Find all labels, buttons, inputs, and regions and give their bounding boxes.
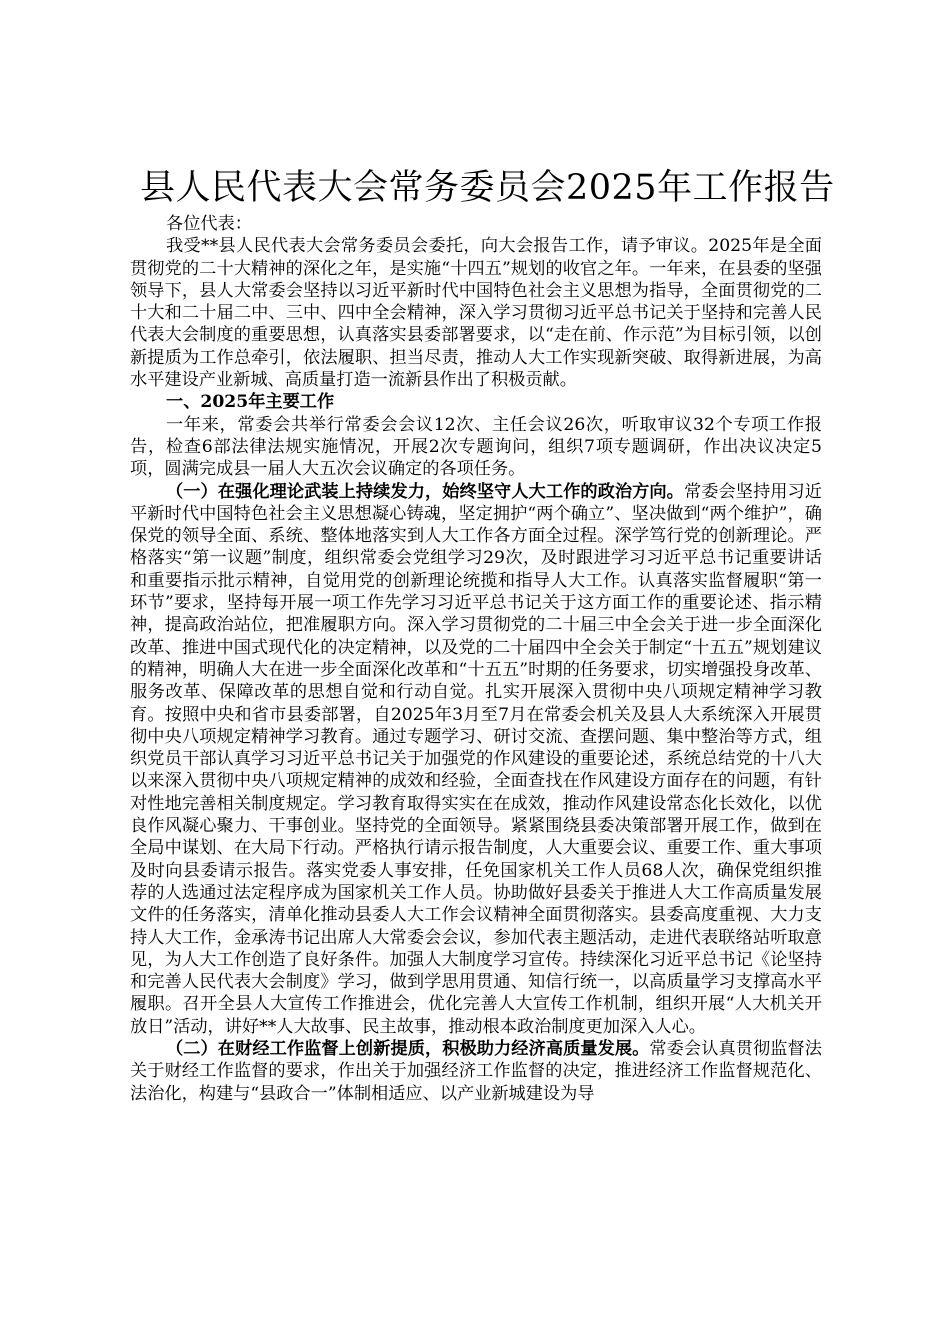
item-2-body: 常委会认真贯彻监督法关于财经工作监督的要求，作出关于加强经济工作监督的决定，推进经济工作监督规范化、法治化，构建与“县政合一”体制相适应、以产业新城建设为导 — [130, 1038, 822, 1104]
report-body — [130, 165, 835, 1105]
item-1-paragraph — [130, 481, 822, 1038]
item-2-paragraph — [130, 1038, 822, 1105]
item-2-lead: （二）在财经工作监督上创新提质，积极助力经济高质量发展。 — [166, 1038, 650, 1059]
document-title: 县人民代表大会常务委员会2025年工作报告 — [140, 168, 835, 208]
summary-paragraph: 一年来，常委会共举行常委会会议12次、主任会议26次，听取审议32个专项工作报告，检查6部法律法规实施情况，开展2次专题询问，组织7项专题调研，作出决议决定5项，圆满完成县一届人大五次会议确定的各项任务。 — [130, 414, 822, 480]
item-1-body: 常委会坚持用习近平新时代中国特色社会主义思想凝心铸魂，坚定拥护“两个确立”、坚决做到“两个维护”，确保党的领导全面、系统、整体地落实到人大工作各方面全过程。深学笃行党的创新理论。严格落实“第一议题”制度，组织常委会党组学习29次，及时跟进学习习近平总书记重要讲话和重要指示批示精神，自觉用党的创新理论统揽和指导人大工作。认真落实监督履职“第一环节”要求，坚持每开展一项工作先学习习近平总书记关于这方面工作的重要论述、指示精神，提高政治站位，把准履职方向。深入学习贯彻党的二十届三中全会关于进一步全面深化改革、推进中国式现代化的决定精神，以及党的二十届四中全会关于制定“十五五”规划建议的精神，明确人大在进一步全面深化改革和“十五五”时期的任务要求，切实增强投身改革、服务改革、保障改革的思想自觉和行动自觉。扎实开展深入贯彻中央八项规定精神学习教育。按照中央和省市县委部署，自2025年3月至7月在常委会机关及县人大系统深入开展贯彻中央八项规定精神学习教育。通过专题学习、研讨交流、查摆问题、集中整治等方式，组织党员干部认真学习习近平总书记关于加强党的作风建设的重要论述，系统总结党的十八大以来深入贯彻中央八项规定精神的成效和经验，全面查找在作风建设方面存在的问题，有针对性地完善相关制度规定。学习教育取得实实在在成效，推动作风建设常态化长效化，以优良作风凝心聚力、干事创业。坚持党的全面领导。紧紧围绕县委决策部署开展工作，做到在全局中谋划、在大局下行动。严格执行请示报告制度，人大重要会议、重要工作、重大事项及时向县委请示报告。落实党委人事安排，任免国家机关工作人员68人次，确保党组织推荐的人选通过法定程序成为国家机关工作人员。协助做好县委关于推进人大工作高质量发展文件的任务落实，清单化推动县委人大工作会议精神全面贯彻落实。县委高度重视、大力支持人大工作，金承涛书记出席人大常委会会议，参加代表主题活动，走进代表联络站听取意见，为人大工作创造了良好条件。加强人大制度学习宣传。持续深化习近平总书记《论坚持和完善人民代表大会制度》学习，做到学思用贯通、知信行统一，以高质量学习支撑高水平履职。召开全县人大宣传工作推进会，优化完善人大宣传工作机制，组织开展“人大机关开放日”活动，讲好**人大故事、民主故事，推动根本政治制度更加深入人心。 — [130, 481, 822, 1037]
salutation: 各位代表： — [166, 214, 252, 234]
section-heading: 一、2025年主要工作 — [166, 392, 335, 413]
item-1-lead: （一）在强化理论武装上持续发力，始终坚守人大工作的政治方向。 — [166, 481, 684, 502]
intro-paragraph: 我受**县人民代表大会常务委员会委托，向大会报告工作，请予审议。2025年是全面贯彻党的二十大精神的深化之年，是实施“十四五”规划的收官之年。一年来，在县委的坚强领导下，县人大常委会坚持以习近平新时代中国特色社会主义思想为指导，全面贯彻党的二十大和二十届二中、三中、四中全会精神，深入学习贯彻习近平总书记关于坚持和完善人民代表大会制度的重要思想，认真落实县委部署要求，以“走在前、作示范”为目标引领，以创新提质为工作总牵引，依法履职、担当尽责，推动人大工作实现新突破、取得新进展，为高水平建设产业新城、高质量打造一流新县作出了积极贡献。 — [130, 236, 822, 391]
